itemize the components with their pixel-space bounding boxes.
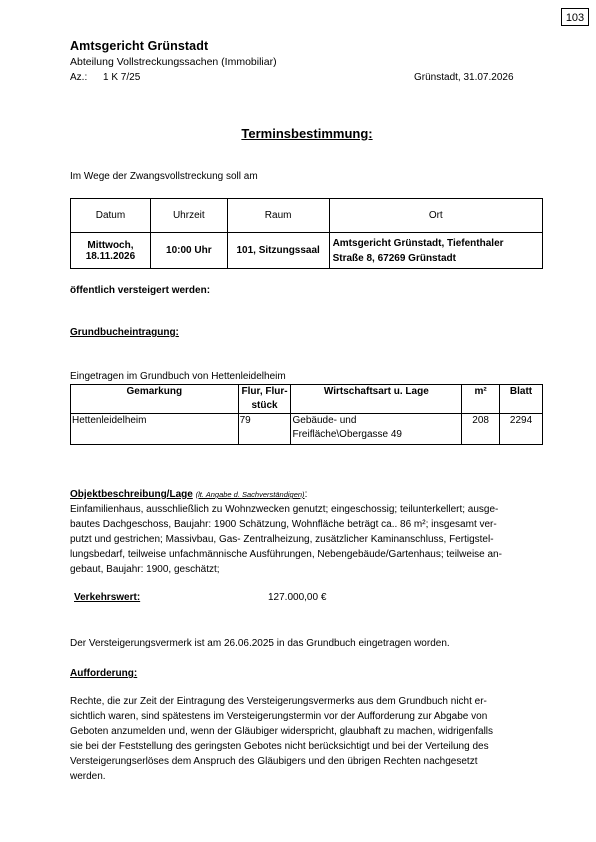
- request-line: Geboten anzumelden und, wenn der Gläubiger widerspricht, glaubhaft zu machen, widrigenfalls: [70, 726, 494, 737]
- request-line: sichtlich waren, sind spätestens im Versteigerungstermin vor der Aufforderung zur Abgabe von: [70, 711, 488, 722]
- row-wirtschaftsart-line2: Freifläche\Obergasse 49: [292, 429, 402, 440]
- file-reference: 1 K 7/25: [103, 72, 141, 83]
- row-wirtschaftsart-line1: Gebäude- und: [292, 415, 357, 426]
- row-blatt: 2294: [500, 414, 543, 445]
- intro-text: Im Wege der Zwangsvollstreckung soll am: [70, 171, 258, 182]
- header-gemarkung: Gemarkung: [71, 385, 239, 414]
- object-description-text: [70, 502, 545, 577]
- file-reference-label: Az.:: [70, 72, 88, 83]
- row-gemarkung: Hettenleidelheim: [71, 414, 239, 445]
- page-number: 103: [561, 8, 589, 26]
- appointment-table: [70, 198, 543, 269]
- market-value-amount: 127.000,00 €: [268, 592, 327, 603]
- header-area: m²: [462, 385, 500, 414]
- land-register-heading: Grundbucheintragung:: [70, 327, 179, 338]
- market-value-label: Verkehrswert:: [74, 592, 141, 603]
- request-heading: Aufforderung:: [70, 668, 138, 679]
- appointment-date: [71, 233, 151, 269]
- object-description-note: (lt. Angabe d. Sachverständigen): [195, 490, 305, 499]
- row-area: 208: [462, 414, 500, 445]
- object-description-heading: [70, 489, 307, 500]
- request-line: werden.: [70, 771, 106, 782]
- header-room: Raum: [227, 199, 329, 233]
- request-text: [70, 694, 545, 784]
- appointment-value-row: [71, 233, 543, 269]
- header-time: Uhrzeit: [150, 199, 227, 233]
- row-wirtschaftsart: [291, 414, 462, 445]
- request-line: sie bei der Feststellung des geringsten Gebotes nicht berücksichtigt und bei der Verteilung des: [70, 741, 489, 752]
- appointment-place-line1: Amtsgericht Grünstadt, Tiefenthaler: [332, 237, 504, 249]
- department: Abteilung Vollstreckungssachen (Immobiliar): [70, 56, 277, 68]
- row-flur: 79: [238, 414, 291, 445]
- header-place: Ort: [329, 199, 542, 233]
- land-register-intro: Eingetragen im Grundbuch von Hettenleidelheim: [70, 371, 286, 382]
- court-name: Amtsgericht Grünstadt: [70, 39, 209, 53]
- appointment-place-line2: Straße 8, 67269 Grünstadt: [332, 252, 456, 264]
- land-register-table: [70, 384, 543, 445]
- object-description-line: Einfamilienhaus, ausschließlich zu Wohnzwecken genutzt; eingeschossig; teilunterkellert; ausge-: [70, 504, 499, 515]
- object-description-title: Objektbeschreibung/Lage: [70, 489, 193, 500]
- appointment-room: 101, Sitzungssaal: [227, 233, 329, 269]
- header-flur-line2: stück: [251, 400, 278, 411]
- land-row: [71, 414, 543, 445]
- appointment-header-row: [71, 199, 543, 233]
- document-title: Terminsbestimmung:: [241, 126, 373, 141]
- header-flur-line1: Flur, Flur-: [241, 386, 288, 397]
- header-flur: [238, 385, 291, 414]
- request-line: Versteigerungserlöses dem Anspruch des Gläubigers und den übrigen Rechten nachgesetzt: [70, 756, 478, 767]
- place-date: Grünstadt, 31.07.2026: [414, 72, 514, 83]
- land-header-row: [71, 385, 543, 414]
- appointment-weekday: Mittwoch,: [87, 239, 134, 251]
- appointment-day: 18.11.2026: [85, 250, 136, 262]
- object-description-line: putzt und gestrichen; Massivbau, Gas- Zentralheizung, zusätzlicher Kaminanschluss, Fertigstel-: [70, 534, 494, 545]
- header-date: Datum: [71, 199, 151, 233]
- object-description-line: gebaut, Baujahr: 1900, geschätzt;: [70, 564, 220, 575]
- appointment-time: 10:00 Uhr: [150, 233, 227, 269]
- auction-statement: öffentlich versteigert werden:: [70, 285, 211, 296]
- object-description-line: lungsbedarf, teilweise unfachmännische Ausführungen, Nebengebäude/Gartenhaus; teilweise an-: [70, 549, 502, 560]
- header-blatt: Blatt: [500, 385, 543, 414]
- appointment-place: [329, 233, 542, 269]
- object-description-colon: :: [304, 489, 308, 500]
- header-wirtschaftsart: Wirtschaftsart u. Lage: [291, 385, 462, 414]
- registration-note: Der Versteigerungsvermerk ist am 26.06.2025 in das Grundbuch eingetragen worden.: [70, 638, 450, 649]
- object-description-line: bautes Dachgeschoss, Baujahr: 1900 Schätzung, Wohnfläche beträgt ca.. 86 m²; insgesamt ver-: [70, 519, 497, 530]
- request-line: Rechte, die zur Zeit der Eintragung des Versteigerungsvermerks aus dem Grundbuch nicht er-: [70, 696, 487, 707]
